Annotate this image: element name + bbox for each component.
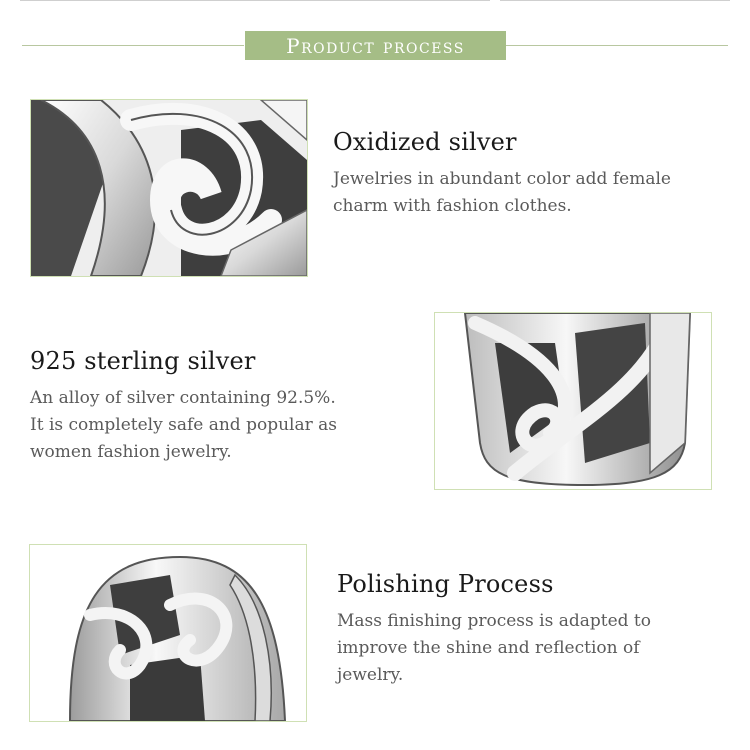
section-title: Oxidized silver [333,128,517,156]
description-line: women fashion jewelry. [30,442,232,462]
description-line: An alloy of silver containing 92.5%. [30,388,336,408]
description-line: improve the shine and reflection of [337,638,640,658]
section-description [30,385,410,466]
section-polishing-process [337,570,737,689]
section-title: Polishing Process [337,570,554,598]
section-description [337,608,737,689]
section-description [333,166,733,220]
description-line: charm with fashion clothes. [333,196,572,216]
top-divider-left [20,0,490,1]
section-title: 925 sterling silver [30,347,256,375]
section-header [245,31,506,60]
description-line: jewelry. [337,665,404,685]
top-divider-right [500,0,730,1]
section-sterling-silver [30,347,410,466]
section-oxidized-silver [333,128,733,220]
oxidized-silver-photo [30,99,308,277]
description-line: Mass finishing process is adapted to [337,611,651,631]
description-line: It is completely safe and popular as [30,415,338,435]
polishing-process-photo [29,544,307,722]
section-header-title: Product process [286,33,465,58]
header-rule-left [22,45,244,46]
description-line: Jewelries in abundant color add female [333,169,671,189]
header-rule-right [506,45,728,46]
sterling-silver-photo [434,312,712,490]
